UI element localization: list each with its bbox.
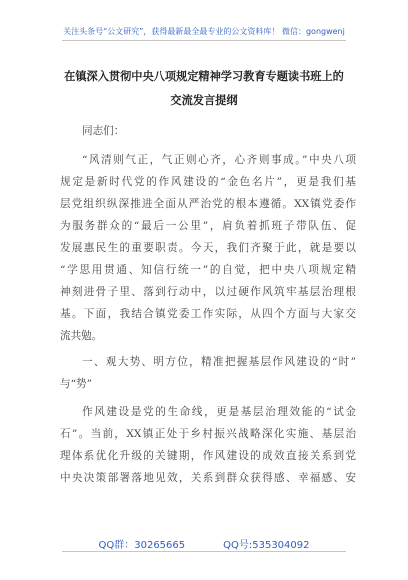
salutation: 同志们：: [82, 125, 125, 137]
body-line: 层党组织纵深推进全面从严治党的根本遵循。XX镇党委作: [60, 198, 356, 210]
body-line: 为服务群众的“最后一公里”，肩负着抓班子带队伍、促: [60, 220, 356, 232]
body-line: 规定是新时代党的作风建设的“金色名片”，更是我们基: [60, 176, 356, 188]
document-title-line-1: 在镇深入贯彻中央八项规定精神学习教育专题读书班上的: [64, 69, 344, 83]
section-body-line: 作风建设是党的生命线，更是基层治理效能的“试金: [82, 406, 356, 418]
footer-contacts: [0, 536, 408, 551]
body-line: 流共勉。: [60, 330, 103, 342]
header-divider: [62, 40, 346, 41]
section-heading: 与“势”: [60, 378, 93, 390]
body-line: “风清则气正，气正则心齐，心齐则事成。”中央八项: [82, 154, 356, 166]
footer-qq: QQ号:535304092: [223, 540, 310, 551]
body-line: “学思用贯通、知信行统一”的自觉，把中央八项规定精: [60, 264, 356, 276]
footer-divider: [62, 551, 346, 552]
footer-qq-group: QQ群：30265665: [98, 540, 186, 551]
section-heading: 一、观大势、明方位，精准把握基层作风建设的“时”: [82, 356, 356, 368]
document-title-line-2: 交流发言提纲: [170, 93, 238, 107]
section-body-line: 理体系优化升级的关键期，作风建设的成效直接关系到党: [60, 450, 356, 462]
body-line: 发展惠民生的重要职责。今天，我们齐聚于此，就是要以: [60, 242, 356, 254]
section-body-line: 中央决策部署落地见效，关系到群众获得感、幸福感、安: [60, 472, 356, 484]
body-line: 基。下面，我结合镇党委工作实际，从四个方面与大家交: [60, 308, 356, 320]
header-banner: 关注头条号“公文研究”，获得最新最全最专业的公文资料库！ 微信：gongwenj: [63, 27, 345, 36]
body-line: 神刻进骨子里、落到行动中，以过硬作风筑牢基层治理根: [60, 286, 356, 298]
section-body-line: 石”。当前，XX镇正处于乡村振兴战略深化实施、基层治: [60, 428, 356, 440]
